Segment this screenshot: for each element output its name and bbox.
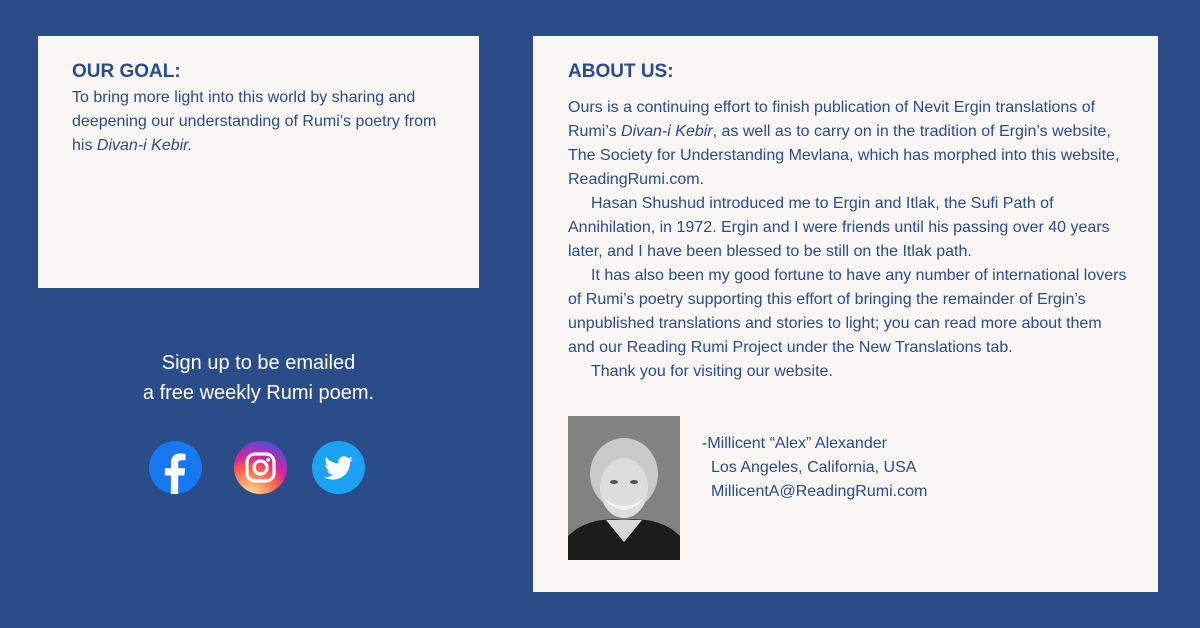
our-goal-heading: OUR GOAL: xyxy=(72,61,181,82)
about-paragraph-2: Hasan Shushud introduced me to Ergin and Itlak, the Sufi Path of Annihilation, in 1972. Ergin and I were friends until his passing over 40 years later, and I have been blessed to be still on the Itlak path. xyxy=(568,195,1110,260)
author-portrait xyxy=(568,416,680,560)
about-paragraph-1-end: , as well as to carry on in the tradition of Ergin’s website, The Society for Understanding Mevlana, which has morphed into this website, ReadingRumi.com. xyxy=(568,123,1120,188)
signature-text xyxy=(702,416,927,560)
our-goal-text-italic: Divan-i Kebir. xyxy=(96,137,193,154)
signature-block xyxy=(568,416,927,560)
about-paragraph-1 xyxy=(568,96,1128,192)
signature-location: Los Angeles, California, USA xyxy=(711,459,917,476)
about-paragraph-3: It has also been my good fortune to have any number of international lovers of Rumi’s poetry supporting this effort of bringing the remainder of Ergin’s unpublished translations and stories to light; you can read more about them and our Reading Rumi Project under the New Translations tab. xyxy=(568,267,1127,356)
signup-line-1: Sign up to be emailed xyxy=(161,352,356,374)
signup-prompt xyxy=(38,348,479,408)
about-us-heading: ABOUT US: xyxy=(568,61,674,82)
about-paragraph-1-italic: Divan-i Kebir xyxy=(621,123,713,140)
our-goal-card xyxy=(38,36,479,288)
about-paragraph-1-start: Ours is a continuing effort to finish publication of Nevit Ergin translations of Rumi’s xyxy=(568,99,1096,140)
twitter-icon[interactable] xyxy=(312,441,365,494)
about-us-card xyxy=(533,36,1158,592)
our-goal-text xyxy=(72,86,445,158)
our-goal-text-main: To bring more light into this world by sharing and deepening our understanding of Rumi’s poetry from his xyxy=(72,89,437,154)
instagram-icon[interactable] xyxy=(234,441,287,494)
facebook-icon[interactable] xyxy=(149,441,202,494)
signup-line-2: a free weekly Rumi poem. xyxy=(142,382,375,404)
signature-email[interactable]: MillicentA@ReadingRumi.com xyxy=(711,483,928,500)
about-paragraph-4: Thank you for visiting our website. xyxy=(591,363,833,380)
signature-name: -Millicent “Alex” Alexander xyxy=(702,435,887,452)
